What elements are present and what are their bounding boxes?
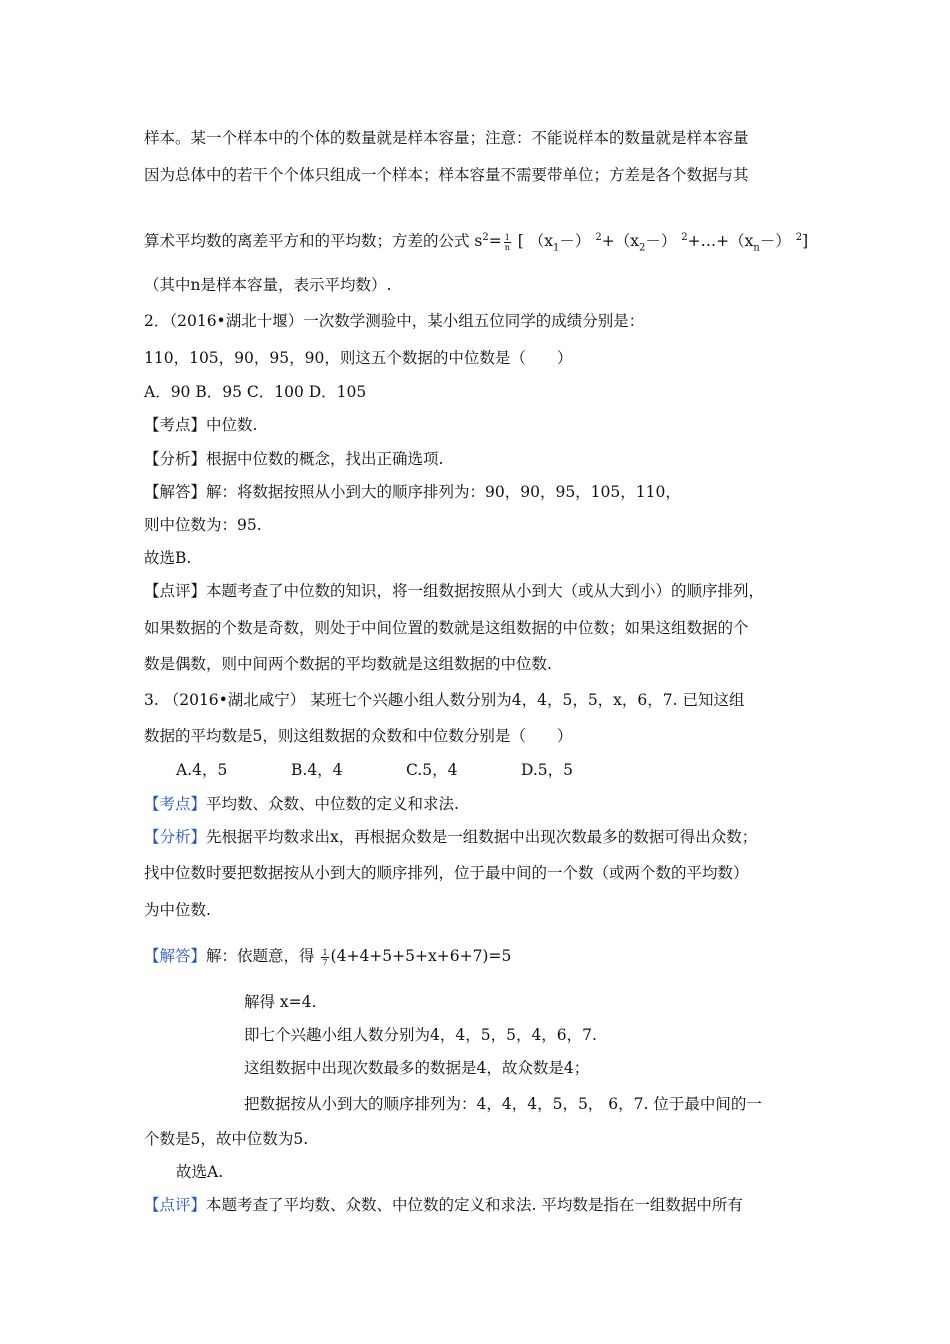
q3-step-3: 这组数据中出现次数最多的数据是4，故众数是4； [244,1059,590,1077]
q3-fraction [321,948,328,967]
q3-step-1: 解得 x=4. [244,993,317,1011]
q3-fenxi [144,827,757,847]
subscript-n: n [753,242,760,254]
q2-jieda-2: 则中位数为：95. [144,516,262,534]
square-sup-3: 2 [795,232,803,243]
q2-jieda-label: 【解答】 [144,483,207,501]
q2-fenxi [144,449,443,469]
q2-options: A．90 B．95 C．100 D．105 [144,383,367,401]
q3-option-d: D.5，5 [521,761,574,779]
q3-step-5: 个数是5，故中位数为5. [144,1130,309,1148]
q2-stem-2: 110，105，90，95，90，则这五个数据的中位数是（ ） [144,349,573,367]
q3-fenxi-3: 为中位数. [144,901,211,919]
q2-dianping-3: 数是偶数，则中间两个数据的平均数就是这组数据的中位数. [144,655,552,673]
square-sup-2: 2 [681,232,688,243]
formula-close: ] [802,232,809,251]
q2-dianping-text-1: 本题考查了中位数的知识，将一组数据按照从小到大（或从大到小）的顺序排列， [206,582,765,600]
fraction-denominator: n [504,242,510,252]
q2-jieda [144,482,681,502]
q2-jieda-text: 解：将数据按照从小到大的顺序排列为：90，90，95，105，110， [206,483,681,501]
q3-kaodian-text: 平均数、众数、中位数的定义和求法. [206,795,459,813]
formula-plus-2: +…+（x [687,232,754,251]
q3-jieda-expr: (4+4+5+5+x+6+7)=5 [330,947,512,965]
q3-fraction-numerator: 1 [322,947,328,957]
q3-fenxi-label: 【分析】 [144,828,207,846]
q3-fenxi-2: 找中位数时要把数据按从小到大的顺序排列，位于最中间的一个数（或两个数的平均数） [144,864,749,882]
intro-line-3: 算术平均数的离差平方和的平均数；方差的公式 s [144,232,483,251]
subscript-2: 2 [638,242,646,254]
q3-option-b: B.4，4 [291,761,343,779]
intro-line-4: （其中n是样本容量，表示平均数）. [144,276,392,294]
q2-stem-1: 2．（2016•湖北十堰）一次数学测验中，某小组五位同学的成绩分别是： [144,312,645,330]
formula-plus-1: +（x [601,232,639,251]
q3-fraction-denominator: 7 [322,957,328,967]
square-sup-1: 2 [595,232,602,243]
q3-choice: 故选A. [176,1163,224,1181]
intro-line-2: 因为总体中的若干个个体只组成一个样本；样本容量不需要带单位；方差是各个数据与其 [144,166,749,184]
fraction-numerator: 1 [504,232,510,242]
q3-step-2: 即七个兴趣小组人数分别为4，4，5，5，4，6，7. [244,1026,597,1044]
q3-fenxi-text-1: 先根据平均数求出x，再根据众数是一组数据中出现次数最多的数据可得出众数； [206,828,758,846]
q3-dianping-text: 本题考查了平均数、众数、中位数的定义和求法. 平均数是指在一组数据中所有 [206,1196,743,1214]
q2-kaodian-text: 中位数. [206,416,258,434]
intro-line-1: 样本。某一个样本中的个体的数量就是样本容量；注意：不能说样本的数量就是样本容量 [144,129,749,147]
q3-option-c: C.5，4 [406,761,458,779]
formula-mid-2: －） [645,232,682,251]
q3-jieda-pre: 解：依题意，得 [206,947,320,965]
q2-dianping [144,581,764,601]
q3-kaodian-label: 【考点】 [144,795,207,813]
q2-kaodian [144,415,257,435]
q3-kaodian [144,794,459,814]
formula-fraction [504,233,511,252]
q2-choice: 故选B. [144,549,192,567]
variance-formula-line [144,228,808,258]
q3-dianping [144,1195,743,1215]
formula-mid-3: －） [759,232,796,251]
formula-open: [ （x [512,232,554,251]
q2-dianping-2: 如果数据的个数是奇数，则处于中间位置的数就是这组数据的中位数；如果这组数据的个 [144,619,749,637]
formula-mid-1: －） [559,232,596,251]
q2-kaodian-label: 【考点】 [144,416,207,434]
equals-sign: = [488,232,502,251]
q3-jieda [144,946,511,967]
q3-option-a: A.4，5 [176,761,228,779]
q3-dianping-label: 【点评】 [144,1196,207,1214]
q3-options [176,760,636,780]
q2-fenxi-label: 【分析】 [144,450,207,468]
q3-stem-2: 数据的平均数是5，则这组数据的众数和中位数分别是（ ） [144,727,573,745]
q2-dianping-label: 【点评】 [144,582,207,600]
square-sup: 2 [482,232,489,243]
q3-jieda-label: 【解答】 [144,947,207,965]
q3-stem-1: 3. （2016•湖北咸宁） 某班七个兴趣小组人数分别为4，4，5，5，x，6，7. 已知这组 [144,691,745,709]
subscript-1: 1 [553,242,560,254]
q2-fenxi-text: 根据中位数的概念，找出正确选项. [206,450,444,468]
q3-step-4: 把数据按从小到大的顺序排列为：4，4，4，5，5， 6，7. 位于最中间的一 [244,1095,762,1113]
